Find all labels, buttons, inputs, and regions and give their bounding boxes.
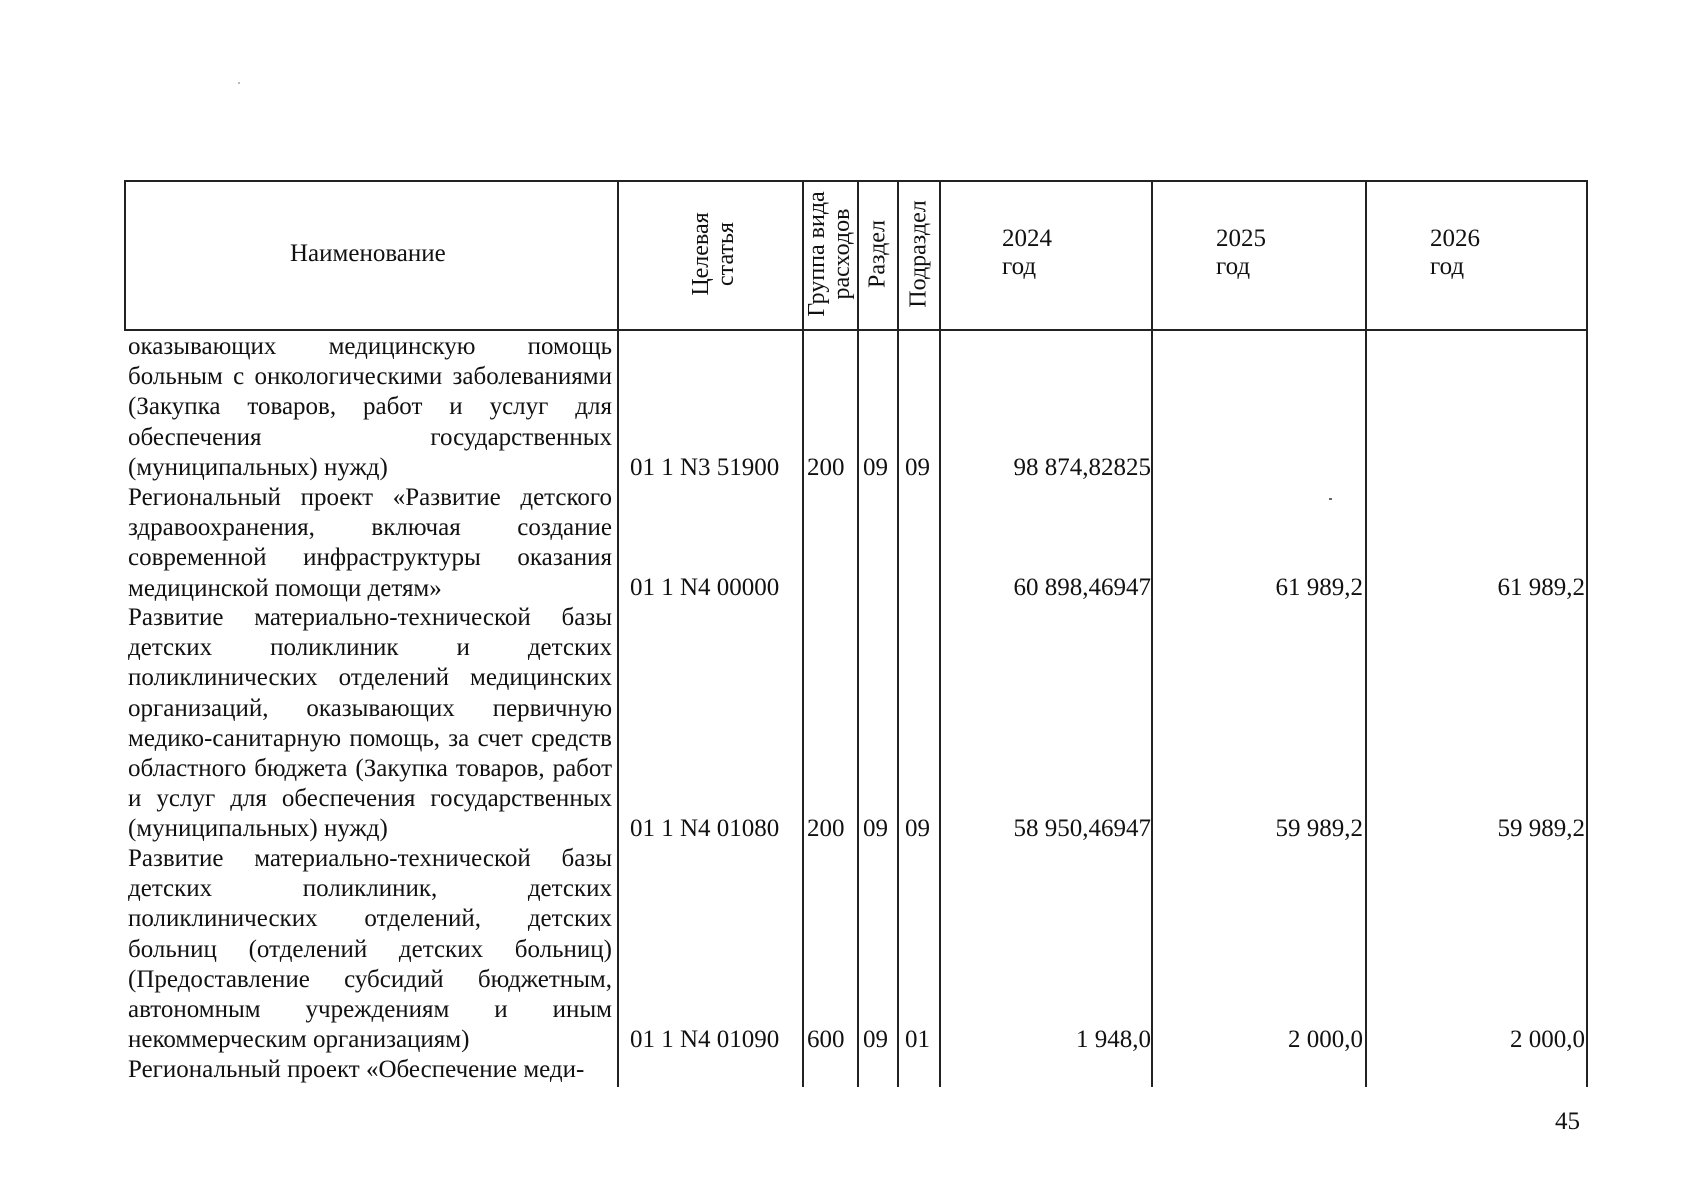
row-subsection: 01 (905, 1026, 930, 1053)
col-border (897, 180, 899, 1087)
header-subsection: Подраздел (905, 200, 932, 308)
row-group: 200 (807, 454, 845, 481)
table-top-border (124, 180, 1588, 182)
row-2024: 60 898,46947 (1013, 574, 1151, 601)
col-border (617, 180, 619, 1087)
row-name: Региональный проект «Развитие детского здравоохранения, включая создание современной инфраструктуры оказания медицинской помощи детям» (128, 484, 612, 602)
header-target-article: Целевая статья (688, 212, 739, 296)
scan-speck (1329, 498, 1332, 500)
row-subsection: 09 (905, 815, 930, 842)
header-name: Наименование (290, 240, 446, 267)
col-border (1586, 180, 1588, 1087)
row-code: 01 1 N4 01080 (630, 815, 780, 842)
header-2024: 2024 год (1002, 225, 1052, 280)
row-section: 09 (863, 454, 888, 481)
col-border (857, 180, 859, 1087)
page-number: 45 (1555, 1108, 1580, 1135)
row-name: Региональный проект «Обеспечение меди- (128, 1056, 585, 1083)
row-code: 01 1 N4 01090 (630, 1026, 780, 1053)
row-section: 09 (863, 815, 888, 842)
row-2025: 2 000,0 (1288, 1026, 1363, 1053)
row-2024: 1 948,0 (1076, 1026, 1151, 1053)
row-code: 01 1 N4 00000 (630, 574, 780, 601)
header-bottom-border (124, 329, 1588, 331)
header-2025: 2025 год (1216, 225, 1266, 280)
row-name: Развитие материально-технической базы детских поликлиник, детских поликлинических отделений, детских больниц (отделений детских больниц) (Предоставление субсидий бюджетным, автономным учреждениям и иным некоммерческим организациям) (128, 845, 612, 1054)
col-border (124, 180, 126, 329)
col-border (1151, 180, 1153, 1087)
row-2026: 2 000,0 (1510, 1026, 1585, 1053)
row-2024: 58 950,46947 (1013, 815, 1151, 842)
row-section: 09 (863, 1026, 888, 1053)
scan-speck (238, 82, 240, 84)
header-section: Раздел (864, 220, 891, 288)
row-group: 600 (807, 1026, 845, 1053)
row-code: 01 1 N3 51900 (630, 454, 780, 481)
row-2025: 59 989,2 (1275, 815, 1363, 842)
row-2025: 61 989,2 (1275, 574, 1363, 601)
row-group: 200 (807, 815, 845, 842)
row-2026: 61 989,2 (1497, 574, 1585, 601)
col-border (939, 180, 941, 1087)
header-expense-group: Группа вида расходов (804, 191, 855, 317)
row-name: Развитие материально-технической базы детских поликлиник и детских поликлинических отделений медицинских организаций, оказывающих первичную медико-санитарную помощь, за счет средств областного бюджета (Закупка товаров, работ и услуг для обеспечения государственных (муниципальных) нужд) (128, 604, 612, 843)
row-2026: 59 989,2 (1497, 815, 1585, 842)
row-2024: 98 874,82825 (1013, 454, 1151, 481)
col-border (1365, 180, 1367, 1087)
row-subsection: 09 (905, 454, 930, 481)
header-2026: 2026 год (1430, 225, 1480, 280)
row-name: оказывающих медицинскую помощь больным с онкологическими заболеваниями (Закупка товаров, работ и услуг для обеспечения государственных (муниципальных) нужд) (128, 333, 612, 481)
